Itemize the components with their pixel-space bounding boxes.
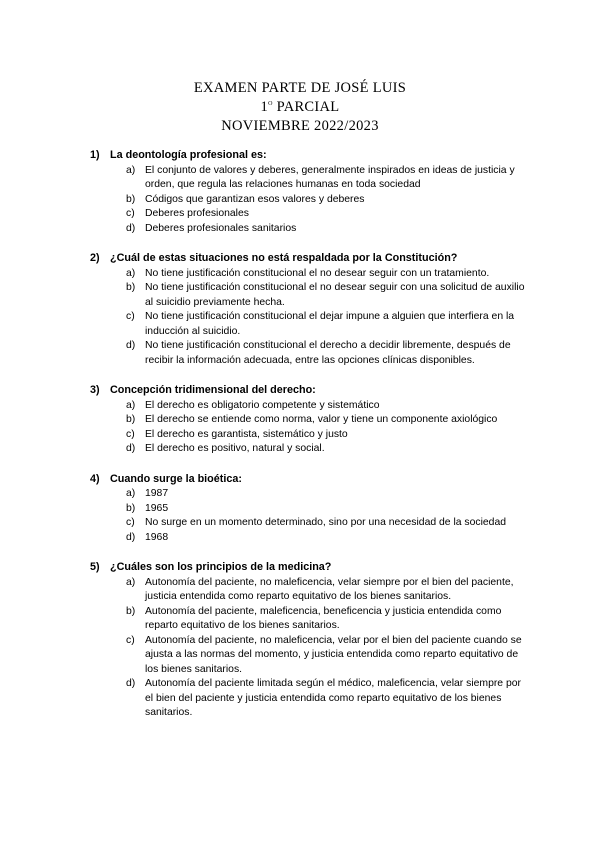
- option-letter: b): [126, 605, 136, 617]
- question-text: Cuando surge la bioética:: [110, 472, 242, 485]
- question-3: [90, 383, 530, 457]
- option-letter: c): [126, 517, 135, 528]
- answer-option: [90, 193, 530, 208]
- answer-option: [90, 267, 530, 282]
- option-letter: b): [126, 282, 136, 293]
- option-letter: d): [126, 222, 136, 234]
- exam-period-ordinal: o: [268, 97, 273, 108]
- option-letter: a): [126, 399, 136, 411]
- exam-date: NOVIEMBRE 2022/2023: [221, 118, 379, 134]
- question-number: 1): [90, 149, 100, 161]
- exam-title: EXAMEN PARTE DE JOSÉ LUIS: [193, 80, 407, 96]
- option-text: El derecho es garantista, sistemático y justo: [145, 428, 348, 440]
- option-text: Autonomía del paciente, no maleficencia, velar siempre por el bien del paciente, justicia entendida como reparto equitativo de los bienes sanitarios.: [145, 576, 514, 602]
- question-1: [90, 148, 530, 236]
- answer-option: [90, 576, 530, 605]
- answer-option: [90, 339, 530, 368]
- question-2: [90, 251, 530, 368]
- option-letter: c): [126, 311, 135, 322]
- option-text: No tiene justificación constitucional el derecho a decidir libremente, después de recibir la información adecuada, entre las opciones clínicas disponibles.: [145, 340, 511, 366]
- option-text: 1987: [145, 488, 169, 499]
- option-letter: d): [126, 340, 136, 351]
- question-title: [90, 148, 530, 163]
- answer-option: [90, 634, 530, 678]
- exam-period: [0, 98, 600, 117]
- option-text: No tiene justificación constitucional el no desear seguir con una solicitud de auxilio al suicidio previamente hecha.: [145, 282, 525, 308]
- option-letter: c): [126, 634, 135, 646]
- option-letter: a): [126, 267, 136, 279]
- answer-option: [90, 531, 530, 546]
- answer-option: [90, 502, 530, 517]
- answer-option: [90, 399, 530, 414]
- option-text: Deberes profesionales sanitarios: [145, 222, 297, 234]
- option-text: 1968: [145, 531, 169, 543]
- question-title: [90, 251, 530, 266]
- exam-period-label: PARCIAL: [272, 99, 340, 115]
- question-title: [90, 472, 530, 487]
- answer-option: [90, 413, 530, 428]
- option-text: Autonomía del paciente, no maleficencia, velar por el bien del paciente cuando se ajusta a las normas del momento, y justicia entendida como reparto equitativo de los bienes sanitarios.: [145, 634, 522, 675]
- answer-option: [90, 605, 530, 634]
- option-letter: c): [126, 208, 135, 219]
- answer-option: [90, 428, 530, 443]
- question-text: Concepción tridimensional del derecho:: [110, 384, 316, 396]
- option-letter: c): [126, 428, 135, 440]
- question-number: 5): [90, 561, 100, 573]
- exam-period-number: 1: [260, 99, 269, 115]
- answer-option: [90, 487, 530, 502]
- question-number: 4): [90, 472, 100, 485]
- answer-option: [90, 164, 530, 193]
- question-text: La deontología profesional es:: [110, 149, 267, 161]
- option-text: El derecho es obligatorio competente y sistemático: [145, 399, 380, 411]
- option-letter: d): [126, 678, 136, 689]
- option-text: Autonomía del paciente limitada según el médico, maleficencia, velar siempre por el bien del paciente y justicia entendida como reparto equitativo de los bienes sanitarios.: [145, 678, 521, 718]
- option-text: El conjunto de valores y deberes, generalmente inspirados en ideas de justicia y orden, que regula las relaciones humanas en toda sociedad: [145, 164, 515, 190]
- option-text: El derecho es positivo, natural y social.: [145, 443, 325, 454]
- option-letter: d): [126, 531, 136, 543]
- option-letter: d): [126, 443, 136, 454]
- question-title: [90, 383, 530, 398]
- question-number: 2): [90, 252, 100, 264]
- option-letter: b): [126, 502, 136, 514]
- option-text: 1965: [145, 502, 169, 514]
- question-list: [90, 148, 530, 736]
- question-text: ¿Cuáles son los principios de la medicina?: [110, 561, 332, 573]
- answer-option: [90, 207, 530, 222]
- option-letter: a): [126, 164, 136, 176]
- option-letter: a): [126, 488, 136, 499]
- option-letter: b): [126, 414, 136, 425]
- option-text: No tiene justificación constitucional el dejar impune a alguien que interfiera en la inducción al suicidio.: [145, 311, 515, 337]
- answer-option: [90, 442, 530, 457]
- option-text: El derecho se entiende como norma, valor y tiene un componente axiológico: [145, 414, 498, 425]
- option-text: Códigos que garantizan esos valores y deberes: [145, 193, 365, 205]
- option-text: Autonomía del paciente, maleficencia, beneficencia y justicia entendida como reparto equitativo de los bienes sanitarios.: [145, 605, 502, 631]
- option-letter: a): [126, 576, 136, 588]
- option-text: Deberes profesionales: [145, 208, 249, 219]
- answer-option: [90, 222, 530, 237]
- answer-option: [90, 677, 530, 721]
- exam-header: [0, 79, 600, 136]
- option-text: No tiene justificación constitucional el no desear seguir con un tratamiento.: [145, 267, 490, 279]
- answer-option: [90, 281, 530, 310]
- answer-option: [90, 310, 530, 339]
- question-title: [90, 560, 530, 575]
- option-text: No surge en un momento determinado, sino por una necesidad de la sociedad: [145, 517, 507, 528]
- option-letter: b): [126, 193, 136, 205]
- answer-option: [90, 516, 530, 531]
- question-number: 3): [90, 384, 100, 396]
- question-text: ¿Cuál de estas situaciones no está respaldada por la Constitución?: [110, 252, 458, 264]
- question-5: [90, 560, 530, 721]
- question-4: [90, 472, 530, 546]
